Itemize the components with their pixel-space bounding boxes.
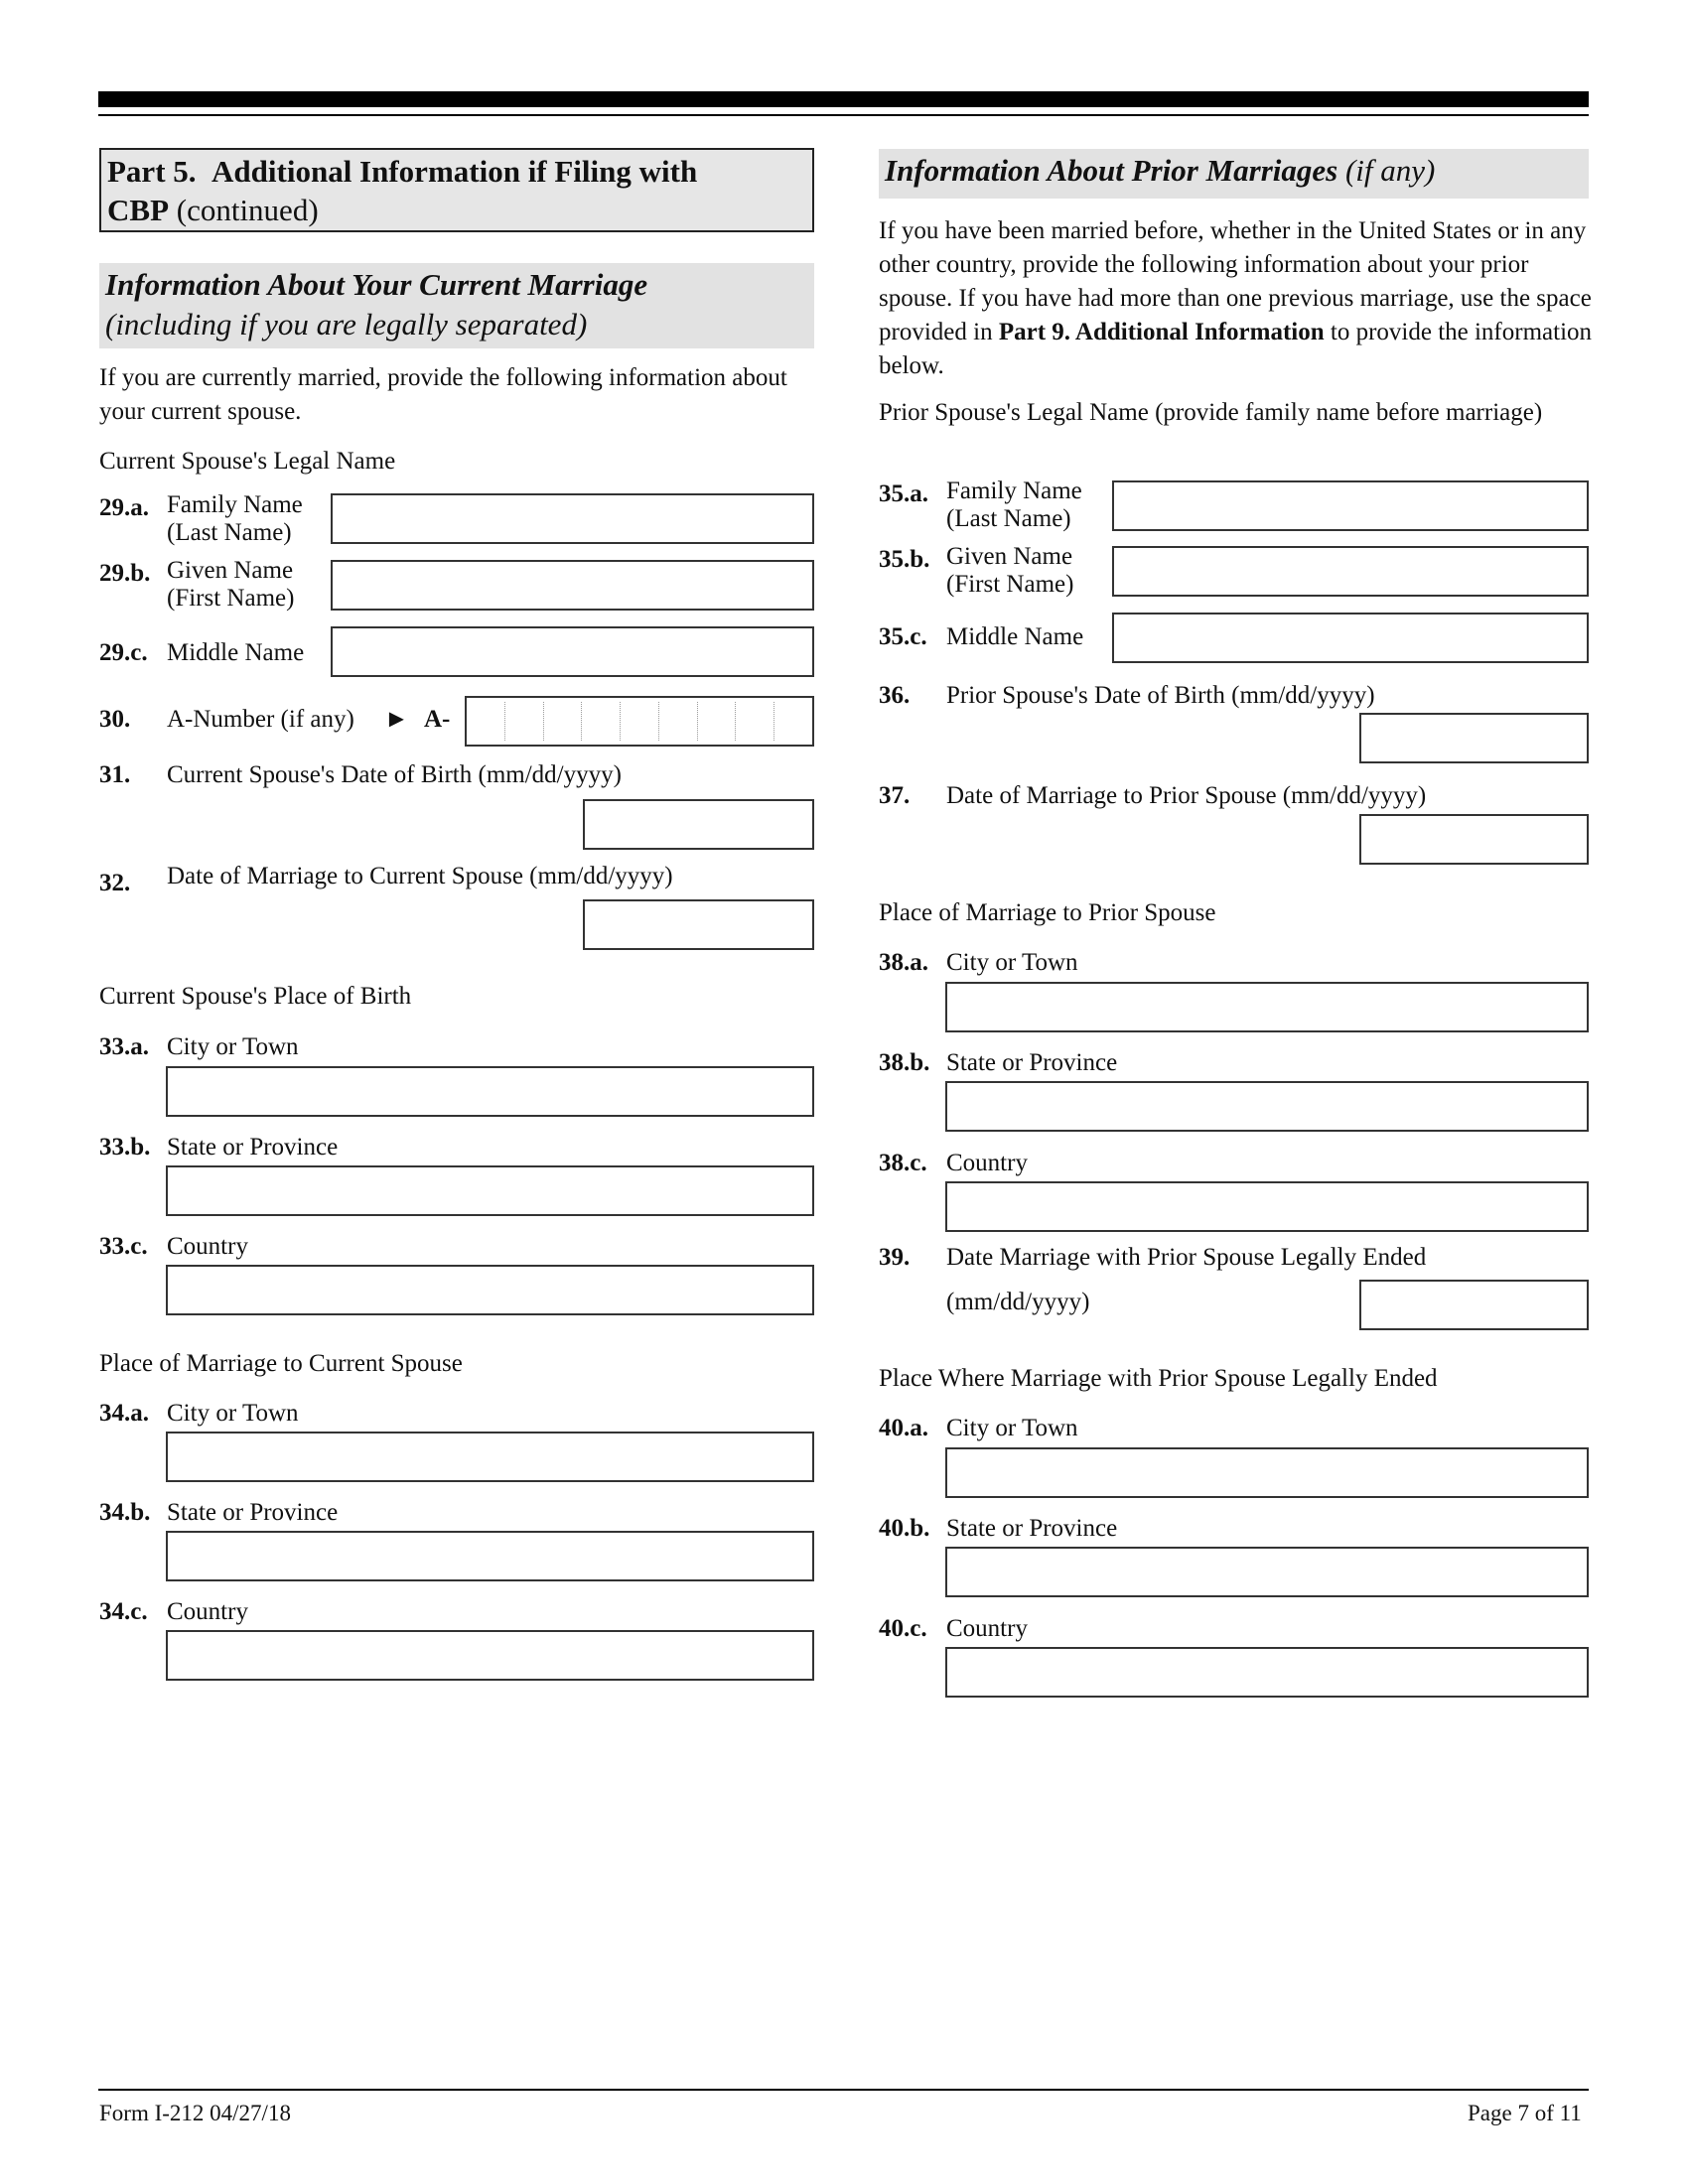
- prior-marriages-suffix: (if any): [1344, 153, 1436, 188]
- current-marriage-subtitle: (including if you are legally separated): [105, 307, 588, 341]
- place-marriage-ended-label: Place Where Marriage with Prior Spouse Legally Ended: [879, 1365, 1438, 1392]
- marriage-city-input[interactable]: [166, 1432, 814, 1482]
- marriage-state-input[interactable]: [166, 1531, 814, 1581]
- item-35c-label: Middle Name: [946, 623, 1084, 650]
- item-38c-label: Country: [946, 1150, 1028, 1176]
- item-29c-label: Middle Name: [167, 639, 305, 666]
- item-33a-label: City or Town: [167, 1033, 299, 1060]
- spouse-given-name-input[interactable]: [331, 560, 814, 611]
- a-number-prefix: A-: [424, 706, 451, 733]
- item-37-number: 37.: [879, 782, 911, 809]
- item-33c-number: 33.c.: [99, 1233, 148, 1260]
- page-number: Page 7 of 11: [1468, 2101, 1582, 2125]
- spouse-dob-input[interactable]: [583, 799, 814, 850]
- marriage-date-input[interactable]: [583, 899, 814, 950]
- item-29b-label: [167, 557, 294, 613]
- current-marriage-title: Information About Your Current Marriage: [105, 267, 648, 302]
- ended-state-input[interactable]: [945, 1547, 1589, 1597]
- item-38b-number: 38.b.: [879, 1049, 930, 1076]
- item-35b-label: [946, 543, 1073, 599]
- prior-marriages-title: Information About Prior Marriages: [885, 153, 1338, 188]
- birth-country-input[interactable]: [166, 1265, 814, 1315]
- item-39-number: 39.: [879, 1244, 911, 1271]
- item-29a-label-line1: Family Name: [167, 491, 303, 518]
- play-arrow-icon: ►: [384, 706, 409, 733]
- item-34a-number: 34.a.: [99, 1400, 149, 1427]
- item-35b-label-line1: Given Name: [946, 543, 1073, 570]
- item-34a-label: City or Town: [167, 1400, 299, 1427]
- a-number-input[interactable]: [465, 696, 814, 747]
- item-40a-label: City or Town: [946, 1415, 1078, 1441]
- prior-dob-input[interactable]: [1359, 713, 1589, 763]
- item-30-label: A-Number (if any): [167, 706, 354, 733]
- item-39-format: (mm/dd/yyyy): [946, 1289, 1090, 1315]
- prior-marriage-state-input[interactable]: [945, 1081, 1589, 1132]
- item-35a-number: 35.a.: [879, 480, 928, 507]
- item-33c-label: Country: [167, 1233, 248, 1260]
- item-40b-label: State or Province: [946, 1515, 1118, 1542]
- prior-marriages-intro: [879, 214, 1594, 383]
- birth-state-input[interactable]: [166, 1165, 814, 1216]
- form-id: Form I-212 04/27/18: [99, 2101, 291, 2125]
- item-29c-number: 29.c.: [99, 639, 148, 666]
- prior-marriages-heading: [879, 149, 1589, 199]
- spouse-family-name-input[interactable]: [331, 493, 814, 544]
- item-34b-label: State or Province: [167, 1499, 339, 1526]
- item-35c-number: 35.c.: [879, 623, 927, 650]
- item-36-number: 36.: [879, 682, 911, 709]
- item-31-number: 31.: [99, 761, 131, 788]
- item-29b-number: 29.b.: [99, 560, 151, 587]
- item-29a-number: 29.a.: [99, 494, 149, 521]
- item-35a-label-line1: Family Name: [946, 478, 1082, 504]
- prior-middle-name-input[interactable]: [1112, 613, 1589, 663]
- prior-intro-part2: to provide the information below.: [879, 319, 1593, 379]
- item-33b-label: State or Province: [167, 1134, 339, 1160]
- marriage-country-input[interactable]: [166, 1630, 814, 1681]
- prior-intro-part1: If you have been married before, whether in the United States or in any other country, provide the following information about your prior spouse. If you have had more than one previous marriage, use the space provided in: [879, 217, 1592, 345]
- prior-place-of-marriage-label: Place of Marriage to Prior Spouse: [879, 899, 1216, 926]
- marriage-ended-date-input[interactable]: [1359, 1280, 1589, 1330]
- current-marriage-intro: If you are currently married, provide the following information about your current spouse.: [99, 364, 787, 425]
- item-29b-label-line1: Given Name: [167, 557, 294, 584]
- top-thick-rule: [98, 91, 1589, 107]
- prior-marriage-country-input[interactable]: [945, 1181, 1589, 1232]
- spouse-place-of-birth-label: Current Spouse's Place of Birth: [99, 983, 412, 1010]
- item-34b-number: 34.b.: [99, 1499, 151, 1526]
- item-30-number: 30.: [99, 706, 131, 733]
- prior-family-name-input[interactable]: [1112, 480, 1589, 531]
- item-40b-number: 40.b.: [879, 1515, 930, 1542]
- item-29b-label-line2: (First Name): [167, 585, 295, 612]
- part-title: Additional Information if Filing with: [211, 154, 698, 189]
- ended-country-input[interactable]: [945, 1647, 1589, 1698]
- item-34c-label: Country: [167, 1598, 248, 1625]
- part-header: [99, 148, 814, 232]
- item-35b-number: 35.b.: [879, 546, 930, 573]
- item-39-label: Date Marriage with Prior Spouse Legally Ended: [946, 1244, 1427, 1271]
- item-35b-label-line2: (First Name): [946, 571, 1074, 598]
- item-32-label: Date of Marriage to Current Spouse (mm/dd/yyyy): [167, 863, 673, 889]
- item-35a-label-line2: (Last Name): [946, 505, 1071, 532]
- part-number: Part 5.: [107, 154, 197, 189]
- item-38b-label: State or Province: [946, 1049, 1118, 1076]
- item-36-label: Prior Spouse's Date of Birth (mm/dd/yyyy): [946, 682, 1375, 709]
- item-35a-label: [946, 478, 1082, 533]
- prior-intro-bold: Part 9. Additional Information: [998, 319, 1325, 345]
- birth-city-input[interactable]: [166, 1066, 814, 1117]
- item-29a-label: [167, 491, 303, 547]
- item-32-number: 32.: [99, 870, 131, 896]
- prior-marriage-date-input[interactable]: [1359, 814, 1589, 865]
- item-31-label: Current Spouse's Date of Birth (mm/dd/yyyy): [167, 761, 622, 788]
- top-thin-rule: [98, 114, 1589, 116]
- item-40c-number: 40.c.: [879, 1615, 927, 1642]
- item-33b-number: 33.b.: [99, 1134, 151, 1160]
- current-legal-name-label: Current Spouse's Legal Name: [99, 448, 396, 475]
- item-40a-number: 40.a.: [879, 1415, 928, 1441]
- item-29a-label-line2: (Last Name): [167, 519, 292, 546]
- footer-rule: [98, 2089, 1589, 2091]
- prior-marriage-city-input[interactable]: [945, 982, 1589, 1032]
- item-37-label: Date of Marriage to Prior Spouse (mm/dd/yyyy): [946, 782, 1427, 809]
- item-38c-number: 38.c.: [879, 1150, 927, 1176]
- prior-legal-name-label: Prior Spouse's Legal Name (provide family name before marriage): [879, 399, 1543, 426]
- item-33a-number: 33.a.: [99, 1033, 149, 1060]
- spouse-middle-name-input[interactable]: [331, 626, 814, 677]
- part-continued: (continued): [176, 193, 319, 227]
- part-title-cbp: CBP: [107, 193, 169, 227]
- item-34c-number: 34.c.: [99, 1598, 148, 1625]
- ended-city-input[interactable]: [945, 1447, 1589, 1498]
- current-place-of-marriage-label: Place of Marriage to Current Spouse: [99, 1350, 463, 1377]
- current-marriage-heading: [99, 263, 814, 348]
- item-38a-label: City or Town: [946, 949, 1078, 976]
- prior-given-name-input[interactable]: [1112, 546, 1589, 597]
- item-40c-label: Country: [946, 1615, 1028, 1642]
- item-38a-number: 38.a.: [879, 949, 928, 976]
